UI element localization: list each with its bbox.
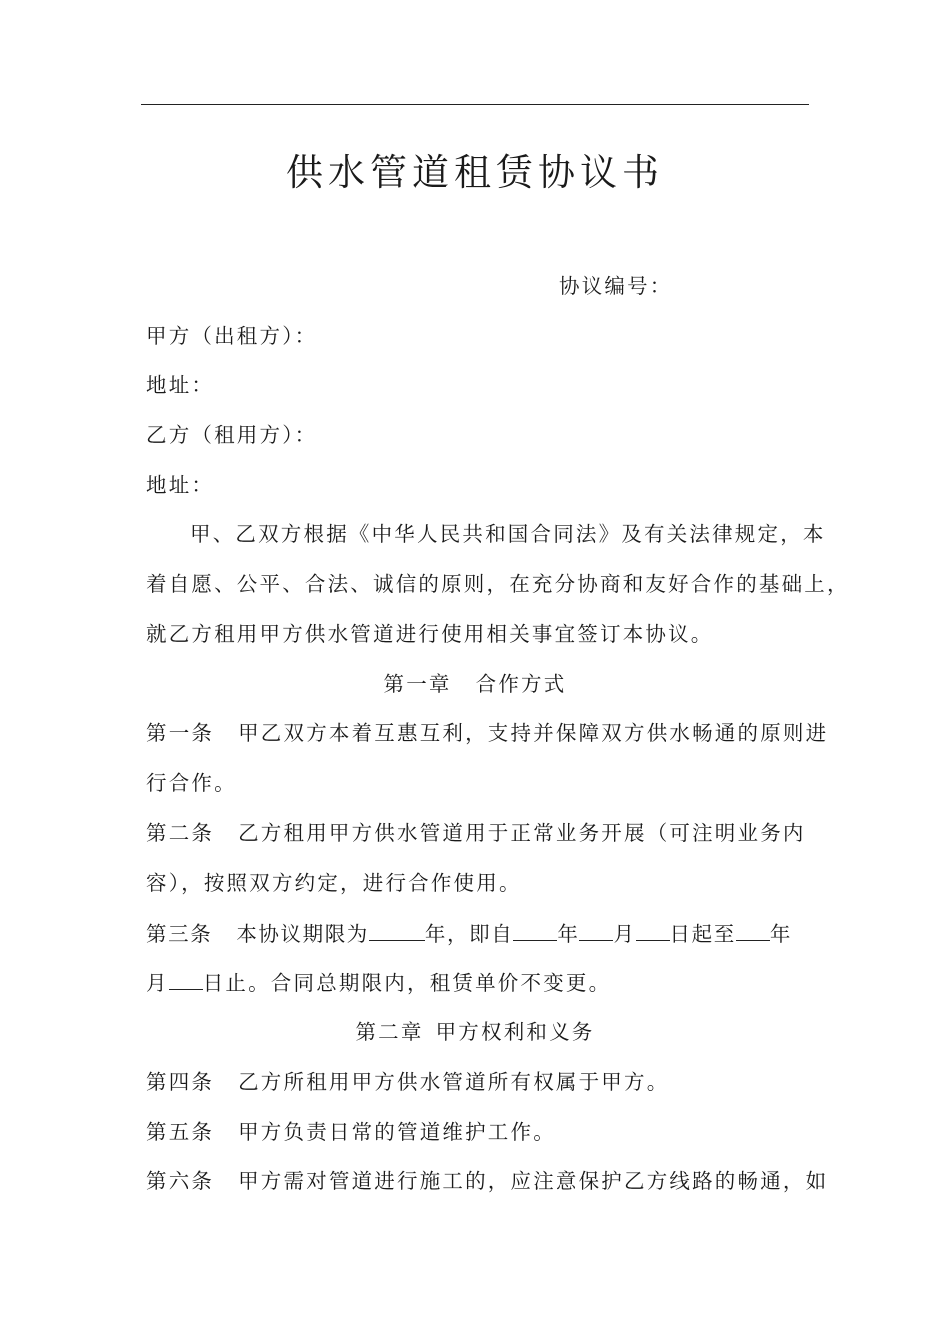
article-4-text: 乙方所租用甲方供水管道所有权属于甲方。: [238, 1070, 670, 1094]
article-2-continuation: 容），按照双方约定，进行合作使用。: [146, 871, 522, 895]
preamble-line: 着自愿、公平、合法、诚信的原则，在充分协商和友好合作的基础上，: [146, 572, 850, 596]
agreement-number-label: 协议编号：: [559, 274, 673, 298]
article-6-number: 第六条: [146, 1169, 215, 1193]
article-5-text: 甲方负责日常的管道维护工作。: [238, 1120, 556, 1144]
preamble-line: 就乙方租用甲方供水管道进行使用相关事宜签订本协议。: [146, 622, 714, 646]
month-label: 月: [613, 922, 636, 946]
start-month-blank[interactable]: [579, 918, 613, 941]
preamble-line: 甲、乙双方根据《中华人民共和国合同法》及有关法律规定，本: [190, 522, 826, 546]
term-years-blank[interactable]: [369, 918, 425, 941]
article-4: [146, 1067, 669, 1097]
article-1-continuation: 行合作。: [146, 771, 237, 795]
article-1-number: 第一条: [146, 721, 215, 745]
article-3-line: [146, 918, 792, 949]
year-label: 年: [557, 922, 580, 946]
party-b-label: 乙方（租用方）：: [146, 423, 318, 447]
article-3-ending-text: 日止。合同总期限内，租赁单价不变更。: [202, 971, 612, 995]
article-3-start-label: 年，即自: [424, 922, 514, 946]
start-year-blank[interactable]: [513, 918, 557, 941]
chapter-1-heading: [0, 669, 950, 699]
article-3-number: 第三条: [146, 922, 213, 946]
article-2-line: [146, 818, 806, 848]
chapter-1-number: 第一章: [383, 672, 452, 696]
chapter-2-title: 甲方权利和义务: [435, 1020, 595, 1044]
until-label: 日起至: [669, 922, 736, 946]
end-year-blank[interactable]: [736, 918, 770, 941]
end-month-blank[interactable]: [169, 967, 203, 990]
article-3-continuation: [146, 967, 611, 998]
start-day-blank[interactable]: [636, 918, 670, 941]
party-a-address-label: 地址：: [146, 373, 215, 397]
article-2-number: 第二条: [146, 821, 215, 845]
year-label: 年: [769, 922, 792, 946]
month-label: 月: [146, 971, 169, 995]
article-6-text: 甲方需对管道进行施工的，应注意保护乙方线路的畅通，如: [238, 1169, 829, 1193]
chapter-1-title: 合作方式: [475, 672, 567, 696]
article-4-number: 第四条: [146, 1070, 215, 1094]
party-a-label: 甲方（出租方）：: [146, 324, 318, 348]
article-5-number: 第五条: [146, 1120, 215, 1144]
document-title: 供水管道租赁协议书: [286, 151, 664, 194]
header-rule: [141, 104, 809, 105]
article-3-term-label: 本协议期限为: [236, 922, 369, 946]
article-5: [146, 1117, 556, 1147]
article-1-text: 甲乙双方本着互惠互利，支持并保障双方供水畅通的原则进: [238, 721, 829, 745]
chapter-2-heading: [0, 1017, 950, 1047]
chapter-2-number: 第二章: [355, 1020, 424, 1044]
article-6: [146, 1166, 828, 1196]
article-1-line: [146, 718, 828, 748]
party-b-address-label: 地址：: [146, 473, 215, 497]
article-2-text: 乙方租用甲方供水管道用于正常业务开展（可注明业务内: [238, 821, 806, 845]
